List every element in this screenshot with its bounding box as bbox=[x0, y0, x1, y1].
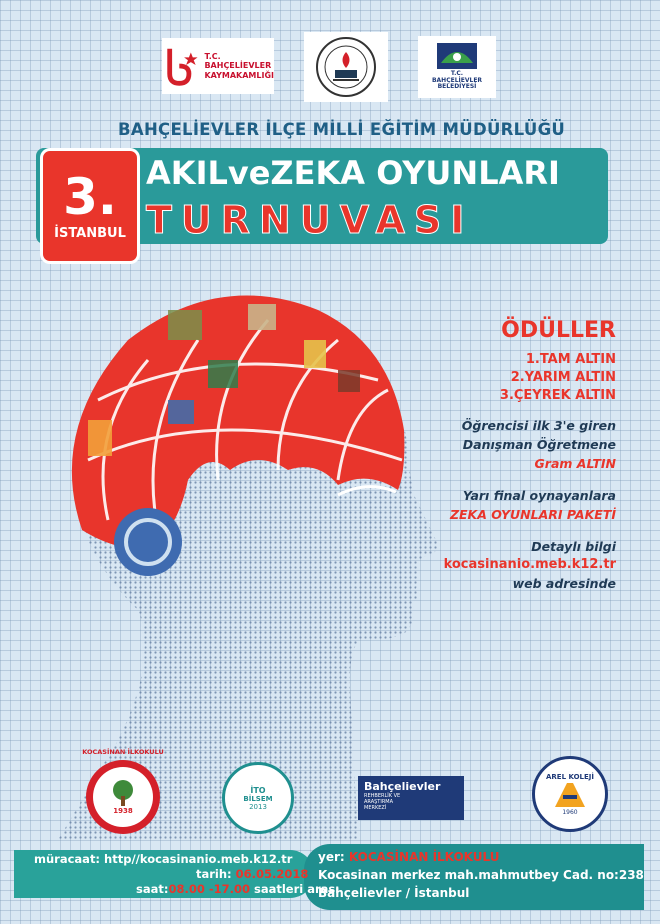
edition-number: 3. bbox=[63, 167, 117, 226]
title-line1: AKILveZEKA OYUNLARI bbox=[146, 154, 560, 192]
semifinal-line: Yarı final oynayanlara bbox=[462, 488, 616, 503]
yer-label: yer: bbox=[318, 850, 349, 864]
saat-suffix: saatleri arası bbox=[250, 882, 340, 896]
tree-icon bbox=[108, 779, 138, 807]
belediye-line3: BELEDİYESİ bbox=[437, 83, 477, 91]
info-suffix: web adresinde bbox=[512, 576, 616, 591]
muracaat-value[interactable]: http//kocasinanio.meb.k12.tr bbox=[104, 852, 293, 866]
kaymakamlik-logo bbox=[162, 38, 274, 94]
municipality-emblem-icon bbox=[437, 43, 477, 69]
bahcelievler-ram-logo bbox=[358, 776, 464, 820]
edition-badge bbox=[40, 148, 140, 264]
ito-line3: 2013 bbox=[249, 802, 267, 811]
footer-address1: Kocasinan merkez mah.mahmutbey Cad. no:238 bbox=[318, 868, 644, 882]
teacher-line1: Öğrencisi ilk 3'e giren bbox=[461, 418, 616, 433]
footer-yer bbox=[318, 850, 499, 864]
semifinal-prize: ZEKA OYUNLARI PAKETİ bbox=[449, 507, 616, 522]
directorate-title: BAHÇELİEVLER İLÇE MİLLİ EĞİTİM MÜDÜRLÜĞÜ bbox=[118, 120, 566, 139]
saat-value: 08.00 -17.00 bbox=[168, 882, 250, 896]
ram-brand: Bahçelievler bbox=[364, 780, 441, 793]
teacher-line2: Danışman Öğretmene bbox=[462, 437, 616, 452]
ram-sub1: REHBERLİK VE bbox=[364, 793, 401, 799]
arel-logo bbox=[532, 756, 608, 832]
teacher-prize: Gram ALTIN bbox=[534, 456, 616, 471]
info-line: Detaylı bilgi bbox=[531, 539, 616, 554]
ram-sub3: MERKEZİ bbox=[364, 805, 387, 811]
ito-line1: İTO bbox=[250, 785, 266, 795]
prize-item-2: 2.YARIM ALTIN bbox=[510, 370, 616, 385]
tarih-label: tarih: bbox=[196, 867, 236, 881]
kocasinan-text: KOCASİNAN İLKOKULU bbox=[82, 748, 164, 756]
kaymakamlik-line3: KAYMAKAMLIĞI bbox=[204, 70, 274, 80]
belediye-line2: BAHÇELİEVLER bbox=[431, 76, 483, 84]
belediye-line1: T.C. bbox=[450, 69, 464, 77]
info-url[interactable]: kocasinanio.meb.k12.tr bbox=[443, 557, 616, 572]
yer-value: KOCASİNAN İLKOKULU bbox=[348, 850, 500, 864]
brain-head-illustration bbox=[18, 280, 438, 840]
footer-saat bbox=[136, 882, 339, 896]
kaymakamlik-line2: BAHÇELİEVLER bbox=[204, 61, 272, 71]
prize-item-3: 3.ÇEYREK ALTIN bbox=[499, 388, 616, 403]
tarih-value: 06.05.2018 bbox=[235, 867, 309, 881]
arel-year: 1960 bbox=[562, 808, 578, 816]
saat-label: saat: bbox=[136, 882, 169, 896]
muracaat-label: müracaat: bbox=[34, 852, 105, 866]
arel-emblem-icon bbox=[553, 781, 587, 809]
kocasinan-year: 1938 bbox=[113, 807, 133, 815]
footer-address2: Bahçelievler / İstanbul bbox=[318, 886, 470, 900]
arel-name: AREL KOLEJİ bbox=[546, 772, 594, 781]
kocasinan-logo bbox=[82, 748, 164, 834]
prizes-heading: ÖDÜLLER bbox=[501, 318, 616, 343]
ministry-emblem-icon bbox=[162, 44, 200, 88]
footer-tarih bbox=[196, 867, 308, 881]
edition-city: İSTANBUL bbox=[54, 225, 126, 241]
prize-item-1: 1.TAM ALTIN bbox=[525, 352, 616, 367]
ito-bilsem-logo bbox=[222, 762, 294, 834]
footer-muracaat bbox=[34, 852, 292, 866]
ito-line2: BİLSEM bbox=[243, 794, 273, 803]
belediye-logo bbox=[418, 36, 496, 98]
kaymakamlik-line1: T.C. bbox=[204, 52, 221, 62]
title-line2: TURNUVASI bbox=[146, 198, 474, 242]
ram-sub2: ARAŞTIRMA bbox=[364, 799, 394, 805]
meb-logo bbox=[304, 32, 388, 102]
meb-seal-icon bbox=[315, 36, 377, 98]
